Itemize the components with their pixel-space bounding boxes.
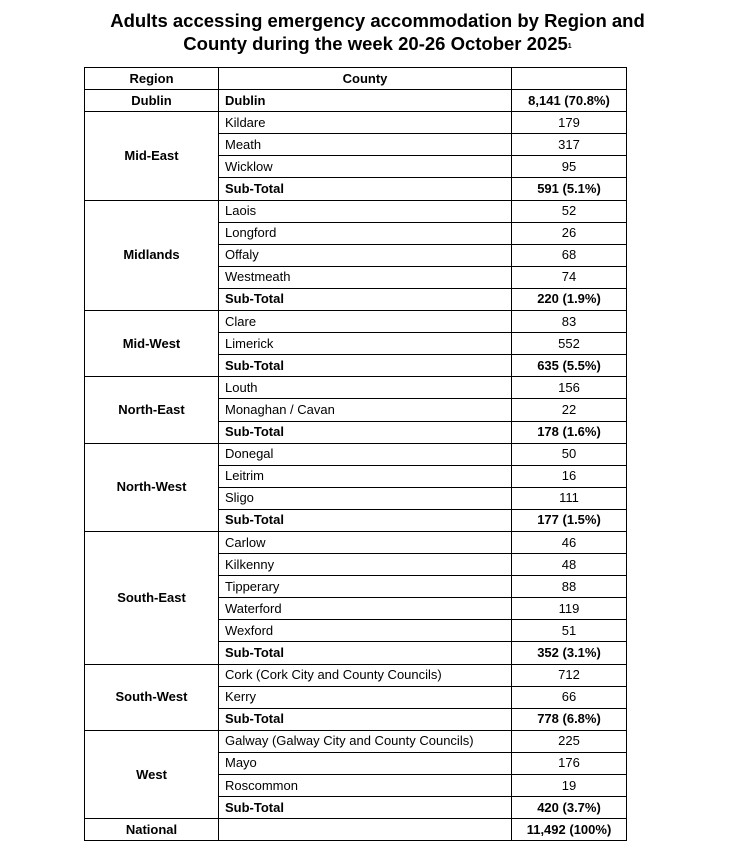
- subtotal-label: Sub-Total: [219, 509, 512, 531]
- subtotal-label: Sub-Total: [219, 642, 512, 664]
- county-cell: Limerick: [219, 333, 512, 355]
- county-cell: Westmeath: [219, 266, 512, 288]
- header-county: County: [219, 68, 512, 90]
- subtotal-value: 177 (1.5%): [512, 509, 627, 531]
- county-cell: Meath: [219, 134, 512, 156]
- region-cell: Dublin: [85, 90, 219, 112]
- region-cell: Mid-West: [85, 311, 219, 377]
- value-cell: 225: [512, 730, 627, 752]
- header-region: Region: [85, 68, 219, 90]
- value-cell: 19: [512, 775, 627, 797]
- county-cell: Dublin: [219, 90, 512, 112]
- national-total-row: [85, 819, 627, 841]
- region-cell: Midlands: [85, 200, 219, 310]
- county-cell: Waterford: [219, 598, 512, 620]
- value-cell: 52: [512, 200, 627, 222]
- title-line-1: Adults accessing emergency accommodation by Region and: [110, 10, 645, 31]
- value-cell: 50: [512, 443, 627, 465]
- county-cell: Roscommon: [219, 775, 512, 797]
- subtotal-value: 352 (3.1%): [512, 642, 627, 664]
- table-row: [85, 443, 627, 465]
- table-row: [85, 90, 627, 112]
- subtotal-value: 220 (1.9%): [512, 288, 627, 310]
- value-cell: 83: [512, 311, 627, 333]
- value-cell: 26: [512, 222, 627, 244]
- table-row: [85, 664, 627, 686]
- county-cell: Carlow: [219, 531, 512, 553]
- value-cell: 179: [512, 112, 627, 134]
- table-row: [85, 531, 627, 553]
- accommodation-table: [84, 67, 627, 841]
- county-cell: Galway (Galway City and County Councils): [219, 730, 512, 752]
- page-title: [0, 9, 755, 55]
- value-cell: 111: [512, 487, 627, 509]
- subtotal-value: 591 (5.1%): [512, 178, 627, 200]
- region-cell: South-East: [85, 531, 219, 664]
- value-cell: 95: [512, 156, 627, 178]
- value-cell: 48: [512, 554, 627, 576]
- value-cell: 317: [512, 134, 627, 156]
- county-cell: Clare: [219, 311, 512, 333]
- table-row: [85, 311, 627, 333]
- subtotal-value: 178 (1.6%): [512, 421, 627, 443]
- county-cell: Kildare: [219, 112, 512, 134]
- county-cell: Longford: [219, 222, 512, 244]
- title-line-2: County during the week 20-26 October 2025$^1$: [183, 33, 572, 54]
- table-row: [85, 112, 627, 134]
- county-cell: [219, 819, 512, 841]
- county-cell: Laois: [219, 200, 512, 222]
- value-cell: 156: [512, 377, 627, 399]
- value-cell: 176: [512, 752, 627, 774]
- table-row: [85, 200, 627, 222]
- value-cell: 68: [512, 244, 627, 266]
- county-cell: Tipperary: [219, 576, 512, 598]
- county-cell: Louth: [219, 377, 512, 399]
- subtotal-label: Sub-Total: [219, 708, 512, 730]
- subtotal-label: Sub-Total: [219, 178, 512, 200]
- value-cell: 22: [512, 399, 627, 421]
- county-cell: Kilkenny: [219, 554, 512, 576]
- subtotal-value: 778 (6.8%): [512, 708, 627, 730]
- subtotal-label: Sub-Total: [219, 288, 512, 310]
- header-row: [85, 68, 627, 90]
- value-cell: 46: [512, 531, 627, 553]
- value-cell: 16: [512, 465, 627, 487]
- value-cell: 66: [512, 686, 627, 708]
- county-cell: Monaghan / Cavan: [219, 399, 512, 421]
- region-cell: West: [85, 730, 219, 818]
- value-cell: 712: [512, 664, 627, 686]
- county-cell: Offaly: [219, 244, 512, 266]
- table-row: [85, 377, 627, 399]
- region-cell: National: [85, 819, 219, 841]
- county-cell: Wexford: [219, 620, 512, 642]
- table-row: [85, 730, 627, 752]
- national-total-value: 11,492 (100%): [512, 819, 627, 841]
- value-cell: 88: [512, 576, 627, 598]
- subtotal-label: Sub-Total: [219, 355, 512, 377]
- county-cell: Donegal: [219, 443, 512, 465]
- region-cell: North-West: [85, 443, 219, 531]
- subtotal-value: 635 (5.5%): [512, 355, 627, 377]
- region-cell: Mid-East: [85, 112, 219, 200]
- county-cell: Cork (Cork City and County Councils): [219, 664, 512, 686]
- county-cell: Sligo: [219, 487, 512, 509]
- county-cell: Mayo: [219, 752, 512, 774]
- subtotal-label: Sub-Total: [219, 421, 512, 443]
- region-cell: South-West: [85, 664, 219, 730]
- footnote-marker: 1: [567, 43, 572, 50]
- value-cell: 119: [512, 598, 627, 620]
- county-cell: Kerry: [219, 686, 512, 708]
- county-cell: Wicklow: [219, 156, 512, 178]
- value-cell: 51: [512, 620, 627, 642]
- subtotal-value: 420 (3.7%): [512, 797, 627, 819]
- value-cell: 74: [512, 266, 627, 288]
- subtotal-label: Sub-Total: [219, 797, 512, 819]
- region-cell: North-East: [85, 377, 219, 443]
- header-value: [512, 68, 627, 90]
- value-cell: 552: [512, 333, 627, 355]
- county-cell: Leitrim: [219, 465, 512, 487]
- value-cell: 8,141 (70.8%): [512, 90, 627, 112]
